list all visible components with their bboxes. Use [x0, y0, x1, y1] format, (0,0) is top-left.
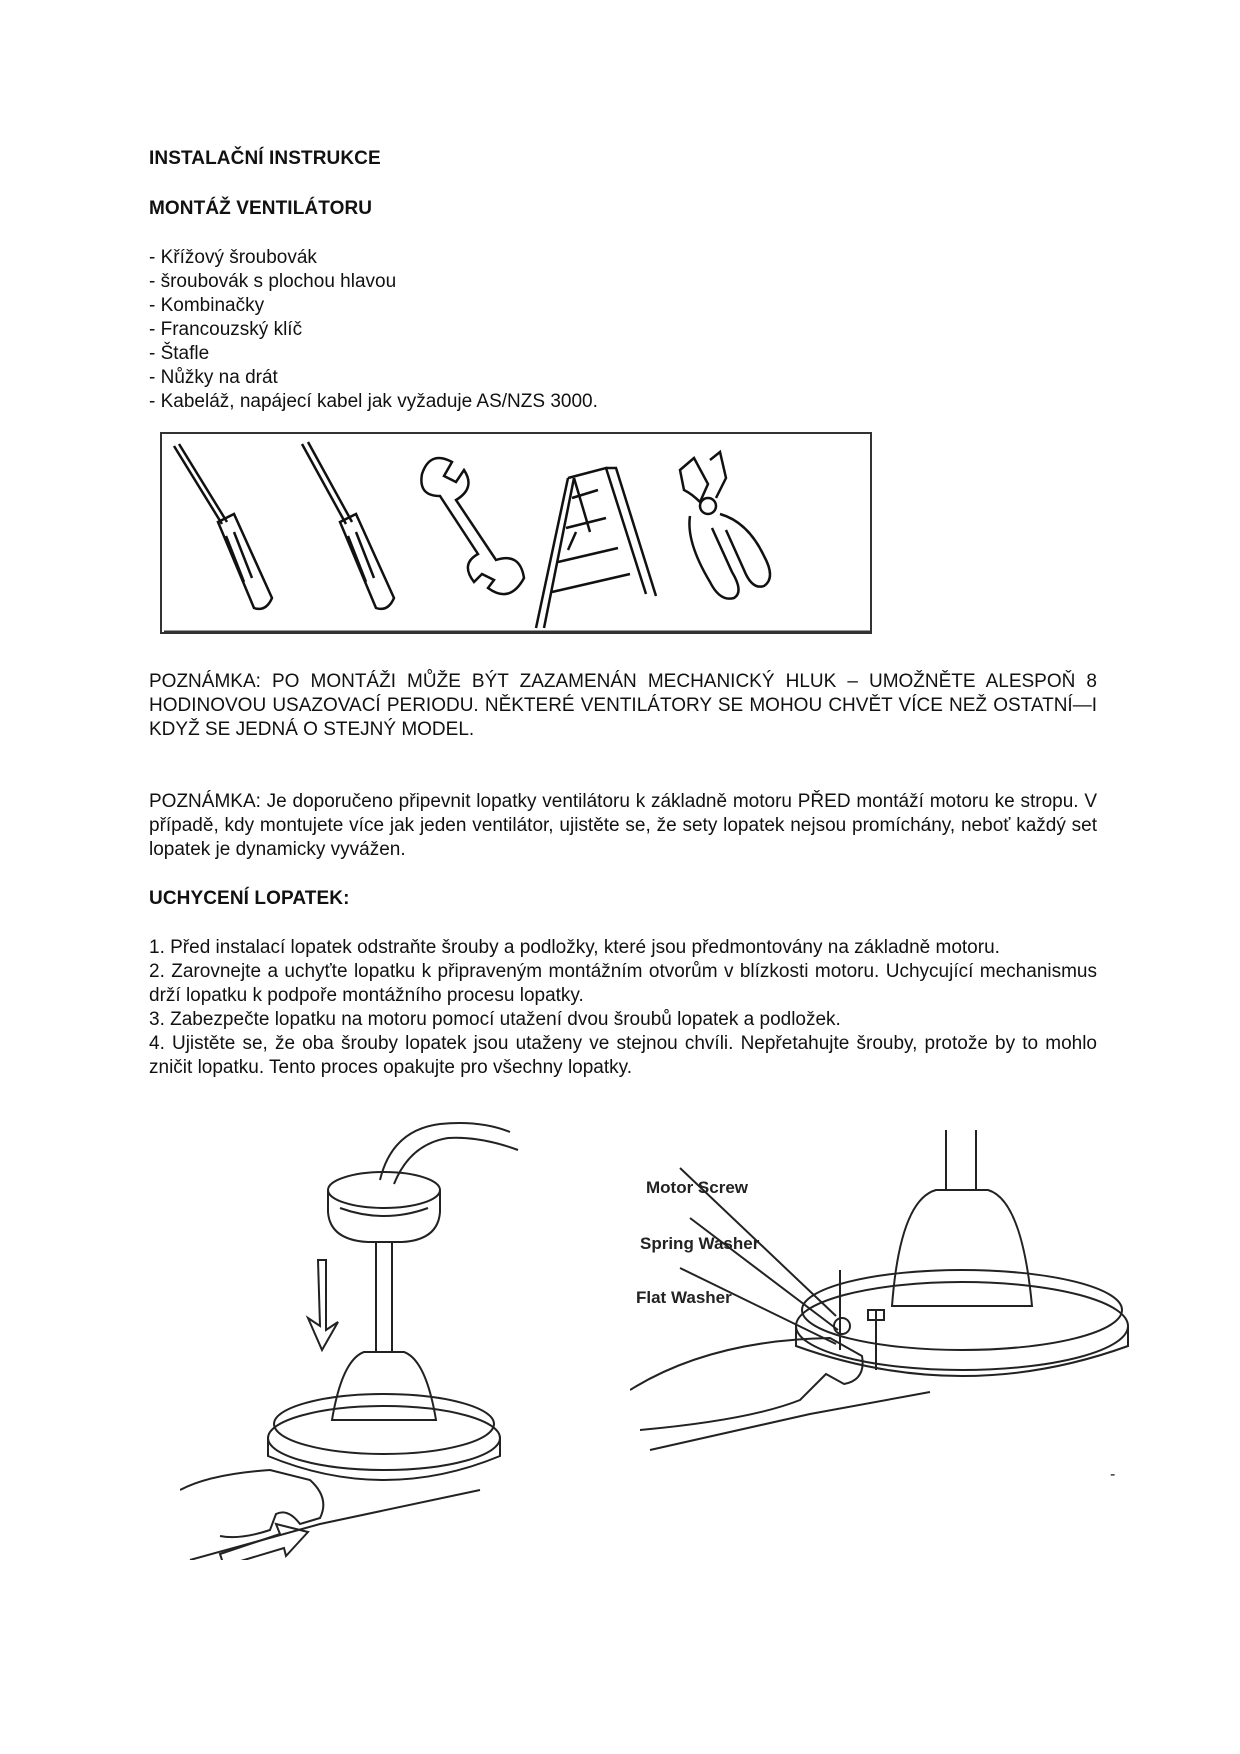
document-title: INSTALAČNÍ INSTRUKCE: [149, 148, 381, 169]
list-item: - Francouzský klíč: [149, 319, 303, 340]
blade-alignment-figure: [180, 1120, 560, 1560]
note-mechanical-noise: POZNÁMKA: PO MONTÁŽI MŮŽE BÝT ZAZAMENÁN MECHANICKÝ HLUK – UMOŽNĚTE ALESPOŇ 8 HODINOVOU USAZOVACÍ PERIODU. NĚKTERÉ VENTILÁTORY SE MOHOU CHVĚT VÍCE NEŽ OSTATNÍ—I KDYŽ SE JEDNÁ O STEJNÝ MODEL.: [149, 671, 1097, 740]
list-item: - šroubovák s plochou hlavou: [149, 271, 397, 292]
screwdriver-icon: [174, 444, 272, 609]
note-blade-sets: POZNÁMKA: Je doporučeno připevnit lopatky ventilátoru k základně motoru PŘED montáží motoru ke stropu. V případě, kdy montujete více jak jeden ventilátor, ujistěte se, že sety lopatek nejsou promíchány, neboť každý set lopatek je dynamicky vyvážen.: [149, 791, 1097, 860]
list-item: 3. Zabezpečte lopatku na motoru pomocí utažení dvou šroubů lopatek a podložek.: [149, 1009, 841, 1030]
list-item: 1. Před instalací lopatek odstraňte šrouby a podložky, které jsou předmontovány na základně motoru.: [149, 937, 1000, 958]
flat-washer-label: Flat Washer: [636, 1288, 732, 1307]
list-item: - Kabeláž, napájecí kabel jak vyžaduje AS/NZS 3000.: [149, 391, 598, 412]
section-heading: MONTÁŽ VENTILÁTORU: [149, 198, 373, 219]
list-item: - Křížový šroubovák: [149, 247, 317, 268]
spring-washer-label: Spring Washer: [640, 1234, 760, 1253]
blades-heading: UCHYCENÍ LOPATEK:: [149, 888, 350, 909]
list-item: - Kombinačky: [149, 295, 265, 316]
page-mark: -: [1110, 1466, 1116, 1483]
screwdriver-icon: [302, 442, 394, 609]
list-item: - Štafle: [149, 343, 210, 364]
wrench-icon: [421, 458, 524, 594]
ladder-icon: [536, 468, 656, 628]
list-item: 4. Ujistěte se, že oba šrouby lopatek jsou utaženy ve stejnou chvíli. Nepřetahujte šrouby, protože by to mohlo zničit lopatku. Tento proces opakujte pro všechny lopatky.: [149, 1033, 1097, 1078]
steps-list: [149, 936, 1097, 1080]
list-item: 2. Zarovnejte a uchyťte lopatku k připraveným montážním otvorům v blízkosti motoru. Uchycující mechanismus drží lopatku k podpoře montážního procesu lopatky.: [149, 961, 1097, 1006]
list-item: - Nůžky na drát: [149, 367, 278, 388]
tools-illustration: [160, 432, 872, 634]
tools-list: [149, 246, 598, 414]
pliers-icon: [680, 452, 770, 599]
motor-screw-label: Motor Screw: [646, 1178, 749, 1197]
